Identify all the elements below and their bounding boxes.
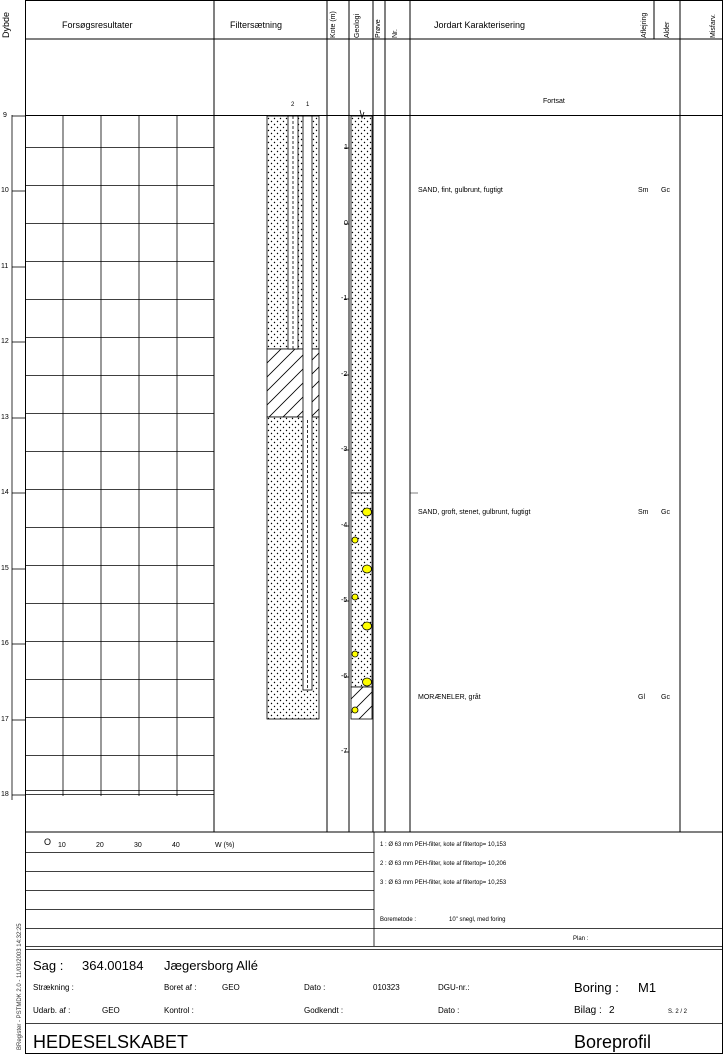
kote-label: -4 xyxy=(341,522,348,529)
water-content-marker: O xyxy=(44,837,52,847)
scale-tick: 40 xyxy=(172,842,180,849)
dgu-label: DGU-nr.: xyxy=(438,983,470,992)
kote-label: -6 xyxy=(341,673,348,680)
filter-note: 2 : Ø 63 mm PEH-filter, kote af filtertop= 10,206 xyxy=(380,861,507,867)
layer-description: SAND, fint, gulbrunt, fugtigt xyxy=(418,187,503,194)
layer-aflejring: Gl xyxy=(638,694,645,701)
godkendt-label: Godkendt : xyxy=(304,1006,344,1015)
depth-label: 15 xyxy=(1,565,9,572)
header-kote: Kote (m) xyxy=(330,11,337,38)
dato-value: 010323 xyxy=(373,983,400,992)
depth-label: 10 xyxy=(1,187,9,194)
depth-axis xyxy=(12,115,25,800)
scale-tick: 30 xyxy=(134,842,142,849)
bilag-value: 2 xyxy=(609,1005,615,1016)
bilag-label: Bilag : xyxy=(574,1005,602,1016)
header-aflejring: Aflejring xyxy=(641,12,648,38)
depth-label: 14 xyxy=(1,489,9,496)
header-jordart: Jordart Karakterisering xyxy=(434,20,526,30)
udarb-value: GEO xyxy=(102,1006,120,1015)
layer-aflejring: Sm xyxy=(638,509,649,516)
scale-tick: 20 xyxy=(96,842,104,849)
document-title: Boreprofil xyxy=(574,1032,652,1052)
layer-aflejring: Sm xyxy=(638,187,649,194)
filter-note: 1 : Ø 63 mm PEH-filter, kote af filtertop= 10,153 xyxy=(380,842,507,848)
header-forsoegsresultater: Forsøgsresultater xyxy=(62,20,133,30)
filter-note: 3 : Ø 63 mm PEH-filter, kote af filtertop= 10,253 xyxy=(380,880,507,886)
test-results-grid xyxy=(25,115,214,796)
sag-label: Sag : xyxy=(33,958,64,973)
depth-label: 12 xyxy=(1,338,9,345)
page-number: S. 2 / 2 xyxy=(668,1009,688,1015)
company-name: HEDESELSKABET xyxy=(33,1032,189,1052)
filter-installation xyxy=(267,116,319,719)
header-geologi: Geologi xyxy=(354,13,361,38)
layer-alder: Gc xyxy=(661,694,670,701)
kote-label: -2 xyxy=(341,371,348,378)
boret-af-value: GEO xyxy=(222,983,240,992)
kote-label: -3 xyxy=(341,446,348,453)
depth-label: 18 xyxy=(1,791,9,798)
header-alder: Alder xyxy=(664,21,671,38)
depth-label: 13 xyxy=(1,414,9,421)
plan-label: Plan : xyxy=(573,936,589,942)
dato-label: Dato : xyxy=(304,983,326,992)
layer-alder: Gc xyxy=(661,509,670,516)
kote-label: 0 xyxy=(344,220,348,227)
geology-column xyxy=(351,110,372,719)
depth-label: 11 xyxy=(1,263,9,270)
kote-label: 1 xyxy=(344,144,348,151)
dato2-label: Dato : xyxy=(438,1006,460,1015)
header-filtersaetning: Filtersætning xyxy=(230,20,283,30)
header-nr: Nr. xyxy=(392,29,399,38)
boret-af-label: Boret af : xyxy=(164,983,197,992)
boremetode-label: Boremetode : xyxy=(380,917,417,923)
straekning-label: Strækning : xyxy=(33,983,74,992)
boremetode-value: 10" snegl, med foring xyxy=(449,917,506,923)
header-misfarv: Misfarv. xyxy=(710,14,717,38)
filter-number-2: 2 xyxy=(291,102,295,108)
kote-label: -7 xyxy=(341,748,348,755)
boring-value: M1 xyxy=(638,980,657,995)
layer-alder: Gc xyxy=(661,187,670,194)
kontrol-label: Kontrol : xyxy=(164,1006,194,1015)
side-print-info: BRegister - PSTMDK 2.0 - 11/03/2003 14:32:25 xyxy=(17,923,23,1050)
scale-tick: 10 xyxy=(58,842,66,849)
depth-label: 16 xyxy=(1,640,9,647)
depth-label: 9 xyxy=(3,112,7,119)
header-proeve: Prøve xyxy=(375,19,382,38)
depth-label: 17 xyxy=(1,716,9,723)
scale-label: W (%) xyxy=(215,842,235,849)
kote-label: -5 xyxy=(341,597,348,604)
kote-label: -1 xyxy=(341,295,348,302)
fortsat-label: Fortsat xyxy=(543,98,565,105)
header-dybde: Dybde xyxy=(1,11,11,38)
udarb-label: Udarb. af : xyxy=(33,1006,71,1015)
sag-name: Jægersborg Allé xyxy=(164,958,258,973)
sag-number: 364.00184 xyxy=(82,958,144,973)
filter-number-1: 1 xyxy=(306,102,310,108)
layer-description: SAND, groft, stenet, gulbrunt, fugtigt xyxy=(418,509,531,516)
layer-description: MORÆNELER, gråt xyxy=(418,694,481,701)
boring-label: Boring : xyxy=(574,980,619,995)
